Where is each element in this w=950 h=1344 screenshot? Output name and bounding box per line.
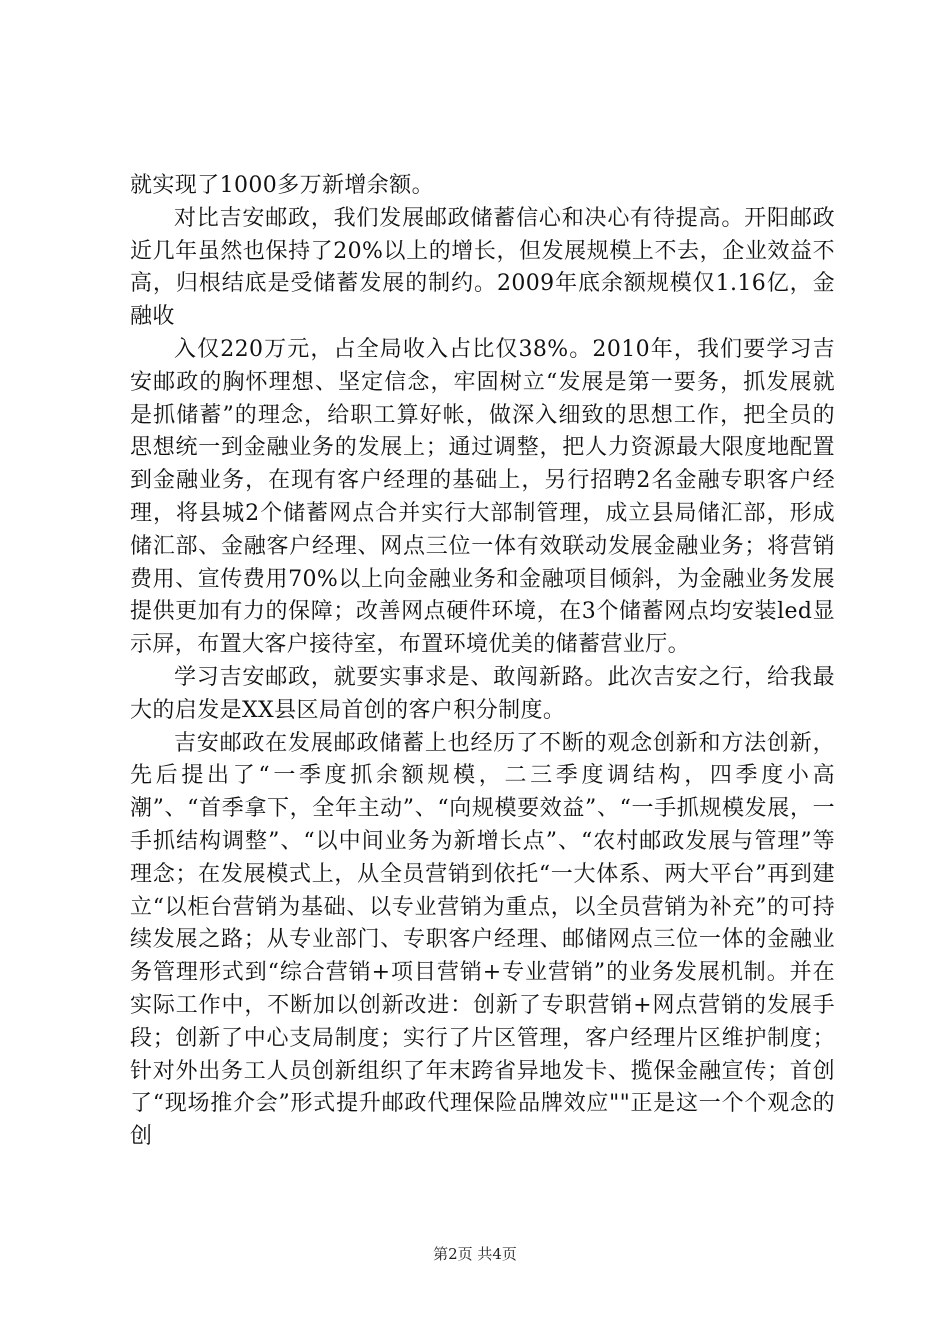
page-number-footer: 第2页 共4页	[433, 1245, 517, 1263]
paragraph-comparison: 对比吉安邮政，我们发展邮政储蓄信心和决心有待提高。开阳邮政近几年虽然也保持了20%以上的增长，但发展规模上不去，企业效益不高，归根结底是受储蓄发展的制约。2009年底余额规模仅1.16亿，金融收	[130, 205, 835, 330]
paragraph-plan-2010: 入仅220万元，占全局收入占比仅38%。2010年，我们要学习吉安邮政的胸怀理想、坚定信念，牢固树立“发展是第一要务，抓发展就是抓储蓄”的理念，给职工算好帐，做深入细致的思想工作，把全员的思想统一到金融业务的发展上；通过调整，把人力资源最大限度地配置到金融业务，在现有客户经理的基础上，另行招聘2名金融专职客户经理，将县城2个储蓄网点合并实行大部制管理，成立县局储汇部，形成储汇部、金融客户经理、网点三位一体有效联动发展金融业务；将营销费用、宣传费用70%以上向金融业务和金融项目倾斜，为金融业务发展提供更加有力的保障；改善网点硬件环境，在3个储蓄网点均安装led显示屏，布置大客户接待室，布置环境优美的储蓄营业厅。	[130, 336, 835, 658]
paragraph-lesson: 学习吉安邮政，就要实事求是、敢闯新路。此次吉安之行，给我最大的启发是XX县区局首创的客户积分制度。	[130, 664, 835, 723]
paragraph-innovation: 吉安邮政在发展邮政储蓄上也经历了不断的观念创新和方法创新，先后提出了“一季度抓余额规模，二三季度调结构，四季度小高潮”、“首季拿下，全年主动”、“向规模要效益”、“一手抓规模发展，一手抓结构调整”、“以中间业务为新增长点”、“农村邮政发展与管理”等理念；在发展模式上，从全员营销到依托“一大体系、两大平台”再到建立“以柜台营销为基础、以专业营销为重点，以全员营销为补充”的可持续发展之路；从专业部门、专职客户经理、邮储网点三位一体的金融业务管理形式到“综合营销+项目营销+专业营销”的业务发展机制。并在实际工作中，不断加以创新改进：创新了专职营销+网点营销的发展手段；创新了中心支局制度；实行了片区管理，客户经理片区维护制度；针对外出务工人员创新组织了年末跨省异地发卡、揽保金融宣传；首创了“现场推介会”形式提升邮政代理保险品牌效应""正是这一个个观念的创	[130, 730, 835, 1150]
paragraph-continued: 就实现了1000多万新增余额。	[130, 173, 434, 198]
document-body	[130, 170, 835, 1154]
